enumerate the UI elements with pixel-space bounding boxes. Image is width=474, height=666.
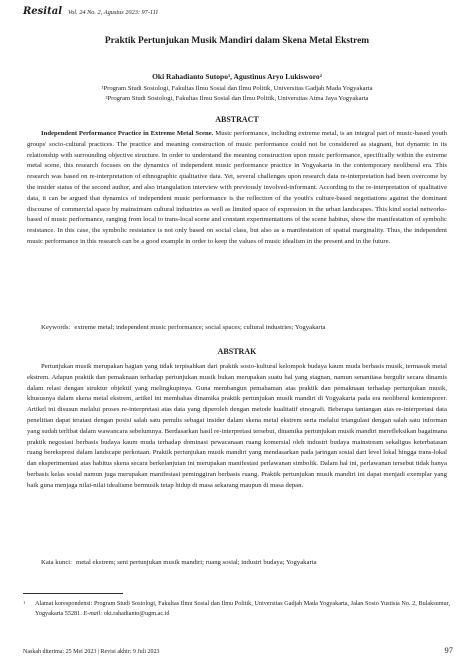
abstrak-heading: ABSTRAK [217, 347, 257, 356]
abstract-english [27, 129, 447, 248]
kata-kunci-list: metal ekstrem; seni pertunjukan musik mandiri; ruang sosial; industri budaya; Yogyakarta [76, 559, 317, 566]
footnote-address: Alamat korespondensi: Program Studi Sosiologi, Fakultas Ilmu Sosial dan Ilmu Politik, Universitas Gadjah Mada Yogyakarta, Jalan Sosio Yustisia No. 2, Bulaksumur, Yogyakarta 55281. [35, 600, 450, 617]
journal-issue-info: Vol. 24 No. 2, Agustus 2023: 97-111 [68, 9, 159, 16]
correspondence-footnote [23, 599, 450, 618]
email-label: E-mail: [83, 609, 103, 617]
abstract-english-text: Music performance, including extreme metal, is an integral part of music-based youth groups' socio-cultural practices. The practice and meaning construction of music performance could not be considered as stagnant, but dynamic in its relationship with surrounding objective structure. In order to understand the meaning construction upon music performance, specifically within the extreme metal scene, this research focuses on the dynamics of independent music performance practice in Yogyakarta in the contemporary neoliberal era. This research was based on re-interpretation of ethnographic qualitative data. Yet, several challenges upon research data re-interpretation had been overcome by the insider status of the second author, and also triangulation interview with previously involved-informant. According to the re-interpretation of qualitative data, it can be argued that dynamics of independent music performance is the reflection of the youth's culture-based negotiations against the dominant discourse of commercial space by mainstream cultural industries as well as limited space of expression in the urban landscapes. This kind social networks-based of music performance, ranging from local to trans-local scene and constant experimentations of the scene habitus, show the manifestation of symbolic resistance. In this case, the symbolic resistance is not only based on social class, but also as a manifestation of spatial marginality. Thus, the independent music performance in this research can be a good example in order to keep the values of music idealism in the present and in the future. [27, 130, 447, 245]
article-title: Praktik Pertunjukan Musik Mandiri dalam Skena Metal Ekstrem [104, 36, 370, 46]
keywords-english [27, 323, 447, 334]
footnote-divider [23, 593, 123, 594]
author-affiliation-1: ¹Program Studi Sosiologi, Fakultas Ilmu Sosial dan Ilmu Politik, Universitas Gadjah Mada Yogyakarta [101, 85, 373, 92]
footnote-mark: 1 [23, 600, 26, 605]
keywords-list: extreme metal; independent music performance; social spaces; cultural industries; Yogyakarta [74, 324, 326, 331]
keywords-indonesian [27, 558, 447, 569]
abstract-lead-title: Independent Performance Practice in Extreme Metal Scene. [41, 130, 214, 137]
correspondence-email[interactable]: oki.rahadianto@ugm.ac.id [103, 609, 170, 617]
page-number: 97 [444, 645, 453, 655]
journal-logo: Resital [23, 6, 62, 17]
abstrak-indonesian: Pertunjukan musik merupakan bagian yang tidak terpisahkan dari praktik sosio-kultural kelompok budaya kaum muda berbasis musik, termasuk metal ekstrem. Adapun praktik dan pemaknaan terhadap pertunjukan musik bukan merupakan suatu hal yang stagnan, namun senantiasa bergulir secara dinamis dalam relasi dengan struktur objektif yang melingkupinya. Guna membangun pemahaman atas praktik dan pemaknaan terhadap pertunjukan musik, khususnya dalam skena metal ekstrem, artikel ini membahas dinamika praktik pertunjukan musik mandiri di Yogyakarta pada era neoliberal kontemporer. Artikel ini disusun melalui proses re-interpretasi atas data yang diperoleh dengan metode kualitatif etnografi. Beberapa tantangan atas re-interpretasi data penelitian dapat teratasi dengan posisi salah satu penulis sebagai insider dalam skena metal ekstrem serta melalui triangulasi dengan salah satu informan yang sudah terlibat dalam wawancara sebelumnya. Berdasarkan hasil re-interpretasi tersebut, dinamika pertunjukan musik mandiri merefleksikan bagaimana praktik negosiasi berbasis budaya kaum muda terhadap dominasi pewacanaan ruang komersial oleh industri budaya mainstream sekaligus keterbatasan ruang berekspresi dalam landscape perkotaan. Praktik pertunjukan musik mandiri yang mendasarkan pada jaringan sosial dari level lokal hingga trans-lokal dan eksperimentasi atas habitus skena secara berkelanjutan ini merupakan manifestasi perlawanan simbolik. Dalam hal ini, perlawanan tersebut tidak hanya berbasis kelas sosial namun juga merupakan manifestasi peminggiran berbasis ruang. Praktik pertunjukan musik mandiri ini dapat menjadi exemplar yang baik guna menjaga nilai-nilai idealisme bermusik tetap hidup di masa sekarang maupun di masa depan. [27, 363, 447, 489]
abstract-heading: ABSTRACT [215, 115, 259, 124]
journal-header [23, 6, 158, 17]
kata-kunci-label: Kata kunci: [41, 559, 73, 566]
submission-dates: Naskah diterima: 25 Mei 2023 | Revisi akhir: 9 Juli 2023 [23, 649, 160, 655]
article-authors: Oki Rahadianto Sutopo¹, Agustinus Aryo Lukisworo² [152, 72, 322, 81]
author-affiliation-2: ²Program Studi Sosiologi, Fakultas Ilmu Sosial dan Ilmu Politik, Universitas Atma Jaya Yogyakarta [105, 95, 369, 102]
footnote-text [35, 599, 450, 618]
keywords-label: Keywords: [41, 324, 71, 331]
